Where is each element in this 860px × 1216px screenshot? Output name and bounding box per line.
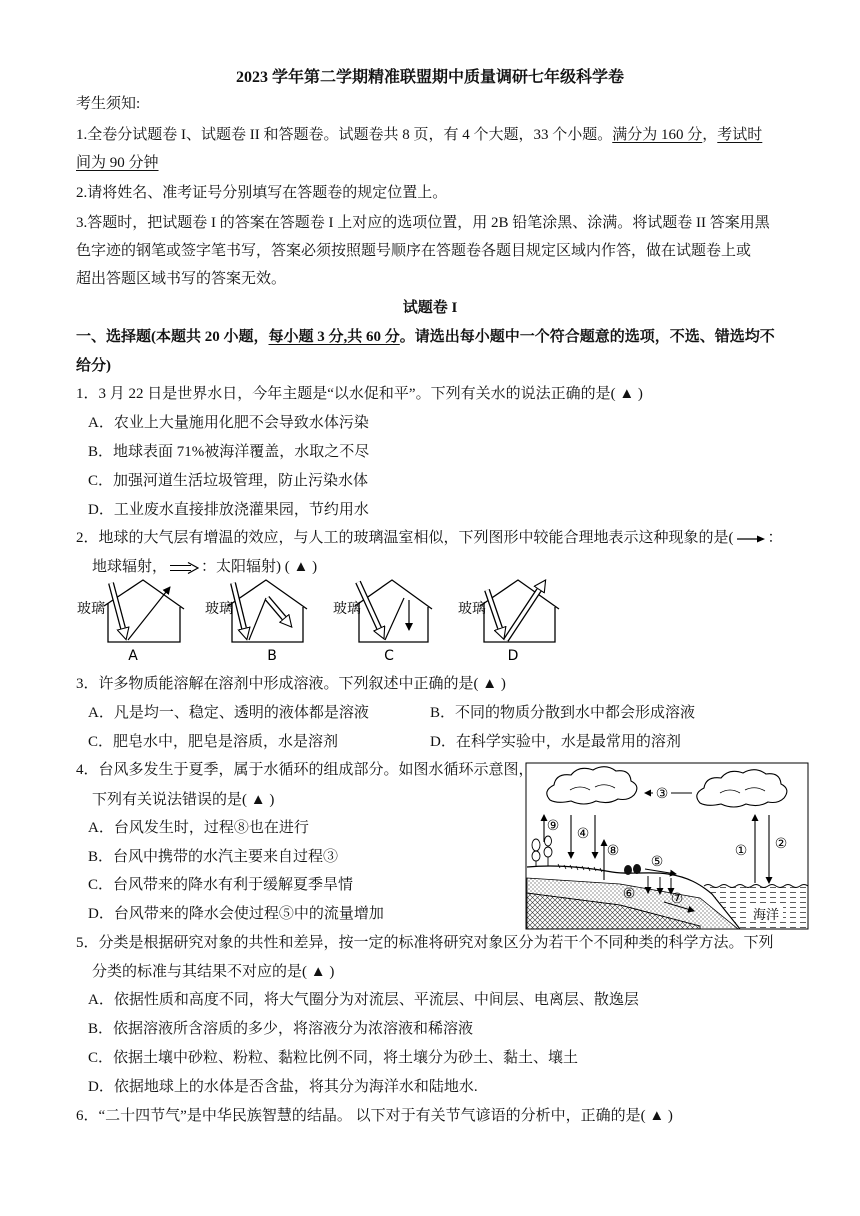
glass-label-b: 玻璃: [205, 601, 233, 617]
outgoing-radiation-arrow-d: [506, 590, 539, 640]
solar-radiation-arrow-a: [111, 583, 123, 628]
process-label-7: ⑦: [670, 891, 684, 907]
process-label-1: ①: [734, 843, 748, 859]
question-5-option-b: B．依据溶液所含溶质的多少，将溶液分为浓溶液和稀溶液: [88, 1021, 474, 1037]
solar-radiation-arrow-b: [233, 583, 244, 628]
section-1-instructions-pre: 一、选择题(本题共 20 小题，: [76, 329, 269, 345]
choice-label-c: C: [384, 648, 394, 664]
solar-radiation-arrow-c: [358, 582, 379, 628]
question-5-stem-line-1: 5．分类是根据研究对象的共性和差异，按一定的标准将研究对象区分为若干个不同种类的科学方法。下列: [76, 935, 774, 951]
question-3-option-d: D．在科学实验中，水是最常用的溶剂: [430, 734, 681, 750]
question-4-option-d: D．台风带来的降水会使过程⑤中的流量增加: [88, 906, 384, 922]
paper-1-title: 试题卷 I: [402, 300, 458, 316]
exam-time-note-end: 间为 90 分钟: [76, 155, 159, 171]
solar-radiation-legend-text: ：太阳辐射) ( ▲ ): [201, 559, 318, 575]
glass-label-c: 玻璃: [333, 601, 361, 617]
process-label-2: ②: [774, 836, 788, 852]
process-label-5: ⑤: [650, 854, 664, 870]
section-1-instructions-line-1: [76, 327, 775, 347]
glass-label-a: 玻璃: [77, 601, 105, 617]
thin-arrow-head: [757, 535, 765, 542]
question-4-option-c: C．台风带来的降水有利于缓解夏季旱情: [88, 877, 354, 893]
notice-item-3-line-1: 3.答题时，把试题卷 I 的答案在答题卷 I 上对应的选项位置，用 2B 铅笔涂黑、涂满。将试题卷 II 答案用黑: [76, 215, 770, 231]
reflected-radiation-arrow-b: [267, 598, 284, 618]
question-5-stem-line-2: 分类的标准与其结果不对应的是( ▲ ): [92, 964, 335, 980]
choice-label-a: A: [128, 648, 138, 664]
exam-time-note-start: 考试时: [717, 127, 763, 143]
question-1-option-b: B．地球表面 71%被海洋覆盖，水取之不尽: [88, 444, 370, 460]
notice-item-1-line-2: [76, 153, 159, 173]
section-1-instructions-post: 。请选出每小题中一个符合题意的选项，不选、错选均不: [399, 329, 775, 345]
question-3-option-b: B．不同的物质分散到水中都会形成溶液: [430, 705, 696, 721]
notice-heading: 考生须知:: [76, 96, 141, 112]
question-3-stem: 3．许多物质能溶解在溶剂中形成溶液。下列叙述中正确的是( ▲ ): [76, 676, 506, 692]
section-1-score-note: 每小题 3 分,共 60 分: [268, 329, 400, 345]
greenhouse-a: [77, 580, 184, 664]
question-4-option-a: A．台风发生时，过程⑧也在进行: [88, 820, 309, 836]
notice-item-3-line-3: 超出答题区域书写的答案无效。: [76, 271, 287, 287]
process-label-6: ⑥: [622, 886, 636, 902]
solar-radiation-arrow-d: [487, 590, 500, 628]
notice-item-1-line-1: [76, 125, 762, 145]
greenhouse-d: [458, 580, 559, 664]
question-6-stem: 6．“二十四节气”是中华民族智慧的结晶。 以下对于有关节气谚语的分析中，正确的是( ▲ ): [76, 1108, 673, 1124]
water-cycle-figure: [525, 762, 810, 932]
notice-item-1-text: 1.全卷分试题卷 I、试题卷 II 和答题卷。试题卷共 8 页，有 4 个大题，33 个小题。: [76, 127, 613, 143]
notice-item-1-separator: ，: [702, 127, 718, 143]
question-4-option-b: B．台风中携带的水汽主要来自过程③: [88, 849, 339, 865]
question-1-stem: 1．3 月 22 日是世界水日，今年主题是“以水促和平”。下列有关水的说法正确的是( ▲ ): [76, 386, 643, 402]
question-3-option-c: C．肥皂水中，肥皂是溶质，水是溶剂: [88, 734, 339, 750]
greenhouse-figure: [70, 565, 570, 670]
question-5-option-d: D．依据地球上的水体是否含盐，将其分为海洋水和陆地水.: [88, 1079, 478, 1095]
notice-item-3-line-2: 色字迹的钢笔或签字笔书写，答案必须按照题号顺序在答题卷各题目规定区域内作答，做在试题卷上或: [76, 243, 752, 259]
choice-label-b: B: [267, 648, 277, 664]
question-4-stem-line-2: 下列有关说法错误的是( ▲ ): [92, 792, 275, 808]
earth-radiation-legend-text: 地球辐射，: [92, 559, 168, 575]
earth-radiation-ray-b: [249, 598, 266, 640]
ocean-label: 海洋: [752, 908, 780, 923]
notice-item-2: 2.请将姓名、准考证号分别填写在答题卷的规定位置上。: [76, 185, 448, 201]
process-label-3: ③: [655, 786, 669, 802]
process-label-8: ⑧: [606, 843, 620, 859]
glass-label-d: 玻璃: [458, 601, 486, 617]
question-2-legend-colon: ：: [767, 530, 783, 546]
earth-radiation-arrow-a: [128, 587, 170, 640]
greenhouse-c: [333, 580, 432, 664]
question-3-option-a: A．凡是均一、稳定、透明的液体都是溶液: [88, 705, 369, 721]
question-1-option-d: D．工业废水直接排放浇灌果园，节约用水: [88, 502, 369, 518]
question-2-stem-text: 2．地球的大气层有增温的效应，与人工的玻璃温室相似，下列图形中较能合理地表示这种现象的是(: [76, 530, 734, 546]
process-label-9: ⑨: [546, 818, 560, 834]
earth-radiation-ray-c: [385, 598, 404, 640]
full-score-note: 满分为 160 分: [612, 127, 703, 143]
process-label-4: ④: [576, 826, 590, 842]
exam-title: 2023 学年第二学期精准联盟期中质量调研七年级科学卷: [235, 69, 624, 86]
choice-label-d: D: [507, 648, 519, 664]
question-1-option-a: A．农业上大量施用化肥不会导致水体污染: [88, 415, 369, 431]
thin-arrow-icon: [736, 534, 766, 544]
question-5-option-c: C．依据土壤中砂粒、粉粒、黏粒比例不同，将土壤分为砂土、黏土、壤土: [88, 1050, 579, 1066]
greenhouse-b: [205, 580, 307, 664]
section-1-instructions-line-2: 给分): [76, 358, 111, 374]
question-4-stem-line-1: 4．台风多发生于夏季，属于水循环的组成部分。如图水循环示意图，: [76, 762, 534, 778]
question-2-stem-line-1: [76, 528, 783, 548]
question-5-option-a: A．依据性质和高度不同，将大气圈分为对流层、平流层、中间层、电离层、散逸层: [88, 992, 639, 1008]
question-1-option-c: C．加强河道生活垃圾管理，防止污染水体: [88, 473, 369, 489]
